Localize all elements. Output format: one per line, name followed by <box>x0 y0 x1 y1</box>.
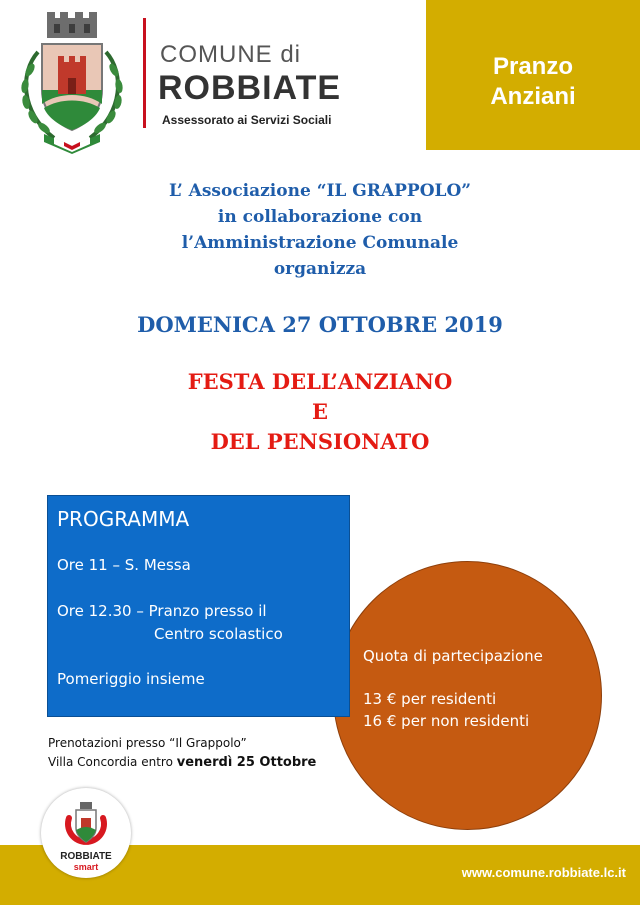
festival-title-line-1: FESTA DELL’ANZIANO <box>187 369 453 394</box>
event-title-line-2: Anziani <box>490 83 576 110</box>
comune-label: COMUNE di <box>160 41 302 68</box>
smart-crest-icon <box>61 796 111 848</box>
booking-info-line-1: Prenotazioni presso “Il Grappolo” <box>48 736 247 750</box>
header-divider <box>143 18 146 128</box>
smart-logo-tag: smart <box>73 862 99 872</box>
website-link[interactable]: www.comune.robbiate.lc.it <box>461 865 626 880</box>
program-item-lunch-location: Centro scolastico <box>154 625 283 643</box>
festival-title-line-2: E <box>311 399 328 424</box>
quota-residents: 13 € per residenti <box>363 690 497 708</box>
program-item-mass: Ore 11 – S. Messa <box>57 556 191 574</box>
program-title: PROGRAMMA <box>57 507 190 531</box>
event-title-line-1: Pranzo <box>492 53 573 80</box>
intro-line-3: l’Amministrazione Comunale <box>181 233 459 253</box>
event-date: DOMENICA 27 OTTOBRE 2019 <box>137 312 503 337</box>
town-crest-logo <box>14 12 130 158</box>
town-name: ROBBIATE <box>158 69 342 107</box>
department-name: Assessorato ai Servizi Sociali <box>162 113 332 127</box>
booking-deadline: venerdì 25 Ottobre <box>176 755 317 770</box>
intro-line-4: organizza <box>273 259 367 279</box>
event-title <box>426 52 640 112</box>
booking-location: Villa Concordia entro <box>48 755 177 769</box>
program-item-lunch: Ore 12.30 – Pranzo presso il <box>57 602 267 620</box>
quota-non-residents: 16 € per non residenti <box>363 712 530 730</box>
festival-title-line-3: DEL PENSIONATO <box>210 429 430 454</box>
intro-line-2: in collaborazione con <box>217 207 423 227</box>
program-item-afternoon: Pomeriggio insieme <box>57 670 205 688</box>
smart-logo-name: ROBBIATE <box>60 851 112 862</box>
intro-line-1: L’ Associazione “IL GRAPPOLO” <box>168 181 472 201</box>
quota-title: Quota di partecipazione <box>363 647 543 665</box>
booking-info-line-2 <box>48 753 316 772</box>
